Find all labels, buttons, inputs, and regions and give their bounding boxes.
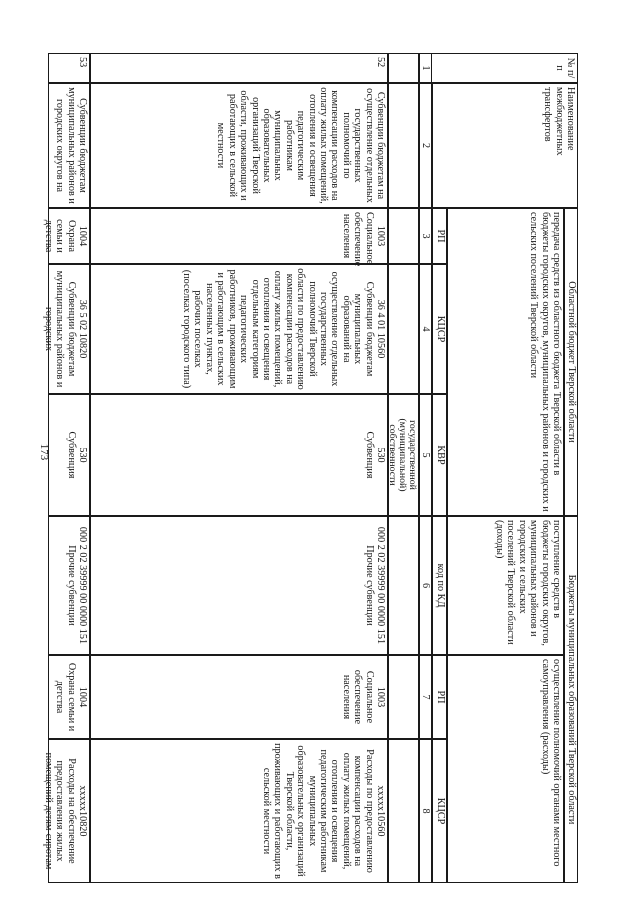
rp-code: 1004 <box>77 225 88 247</box>
header-municipal-budgets: Бюджеты муниципальных образований Тверской области <box>564 516 578 883</box>
blank-cell <box>388 83 419 208</box>
col-number: 3 <box>419 208 432 264</box>
blank-cell <box>388 53 419 83</box>
header-regional-budget: Областной бюджет Тверской области <box>564 208 578 516</box>
rp2-code: 1004 <box>77 686 88 708</box>
header-kvr: КВР <box>432 394 447 516</box>
header-rp: РП <box>432 208 447 264</box>
kcsr2-desc: Расходы на обеспечение предоставления жилых помещений детям-сиротам <box>42 752 77 870</box>
rp-code: 1003 <box>375 225 386 247</box>
row-kcsr2 <box>90 739 388 883</box>
col-number: 8 <box>419 739 432 883</box>
blank-cell <box>388 739 419 883</box>
row-kvr <box>90 394 388 516</box>
kcsr-code: 36 4 01 10560 <box>375 299 386 359</box>
kcsr-desc: Субвенции бюджетам муниципальных районов и городских <box>42 270 77 388</box>
col-number: 1 <box>419 53 432 83</box>
blank-cell <box>388 516 419 655</box>
header-income-desc: поступление средств в бюджеты городских округов, муниципальных районов и городских и сельских поселений Тверской области (доходы) <box>447 516 564 655</box>
kcsr2-code: xxxxx10820 <box>77 785 88 837</box>
kd-code: 000 2 02 39999 00 0000 151 <box>375 526 386 645</box>
row-kd <box>48 516 90 655</box>
header-kcsr: КЦСР <box>432 264 447 394</box>
blank-cell <box>388 264 419 394</box>
row-kvr <box>48 394 90 516</box>
rp-name: Социальное обеспечение населения <box>340 212 375 267</box>
row-rp <box>90 208 388 267</box>
kcsr2-desc: Расходы по предоставлению компенсации расходов на оплату жилых помещений, отопления и освещения педагогическим работникам муниципальных образовательных организаций Тверской области, проживающих и работающих в сельской местности <box>260 743 375 879</box>
col-number: 4 <box>419 264 432 394</box>
row-kcsr <box>42 264 90 394</box>
header-regional-desc: передача средств из областного бюджета Тверской области в бюджеты городских округов, муниципальных районов и городских и сельских поселений Тверской области <box>447 208 564 516</box>
header-expense-desc: осуществление полномочий органами местного самоуправления (расходы) <box>447 655 564 883</box>
row-kd <box>90 516 388 655</box>
col-number: 2 <box>419 83 432 208</box>
kcsr-code: 36 5 02 10820 <box>77 299 88 359</box>
col-number: 6 <box>419 516 432 655</box>
page-number: 173 <box>38 443 50 461</box>
row-rp2 <box>90 655 388 739</box>
kd-code: 000 2 02 39999 00 0000 151 <box>77 526 88 645</box>
row-name: Субвенции бюджетам муниципальных районов и городских округов на <box>48 83 90 208</box>
blank-cell <box>388 655 419 739</box>
kvr-code: 530 <box>375 447 386 463</box>
header-num: № п/п <box>419 53 578 83</box>
kcsr2-code: xxxxx10560 <box>375 785 386 837</box>
header-kcsr2: КЦСР <box>432 739 447 883</box>
row-num: 52 <box>90 53 388 83</box>
blank-cell <box>388 208 419 264</box>
col-number: 5 <box>419 394 432 516</box>
row-kcsr2 <box>42 739 90 883</box>
kcsr-desc: Субвенции бюджетам муниципальных образований на осуществление отдельных государственных полномочий Тверской области по предоставлению компенсации расходов на оплату жилых помещений, отопления и освещения отдельным категориям педагогических работников, проживающим и работающим в сельских населенных пунктах, рабочих поселках (поселках городского типа) <box>181 268 375 390</box>
row-num: 53 <box>48 53 90 83</box>
kd-name: Прочие субвенции <box>363 545 375 626</box>
col-number: 7 <box>419 655 432 739</box>
kvr-name: Субвенция <box>65 431 77 479</box>
kvr-name: Субвенция <box>363 431 375 479</box>
rp2-name: Социальное обеспечение населения <box>340 669 375 725</box>
header-rp2: РП <box>432 655 447 739</box>
rp-name: Охрана семьи и детства <box>42 219 77 253</box>
row-rp2 <box>48 655 90 739</box>
kvr-note: государственной (муниципальной) собственности <box>388 394 419 516</box>
header-name: Наименование межбюджетных трансфертов <box>432 83 578 208</box>
kd-name: Прочие субвенции <box>65 545 77 626</box>
row-name: Субвенции бюджетам на осуществление отдельных государственных полномочий по компенсации расходов на оплату жилых помещений, отопления и освещения педагогическим работникам муниципальных образовательных организаций Тверской области, проживающих и работающих в сельской местности <box>90 83 388 208</box>
row-kcsr <box>90 264 388 394</box>
header-kd: код по КД <box>432 516 447 655</box>
rp2-name: Охрана семьи и детства <box>54 662 77 732</box>
kvr-code: 530 <box>77 447 88 463</box>
rp2-code: 1003 <box>375 686 386 708</box>
row-rp <box>42 208 90 264</box>
